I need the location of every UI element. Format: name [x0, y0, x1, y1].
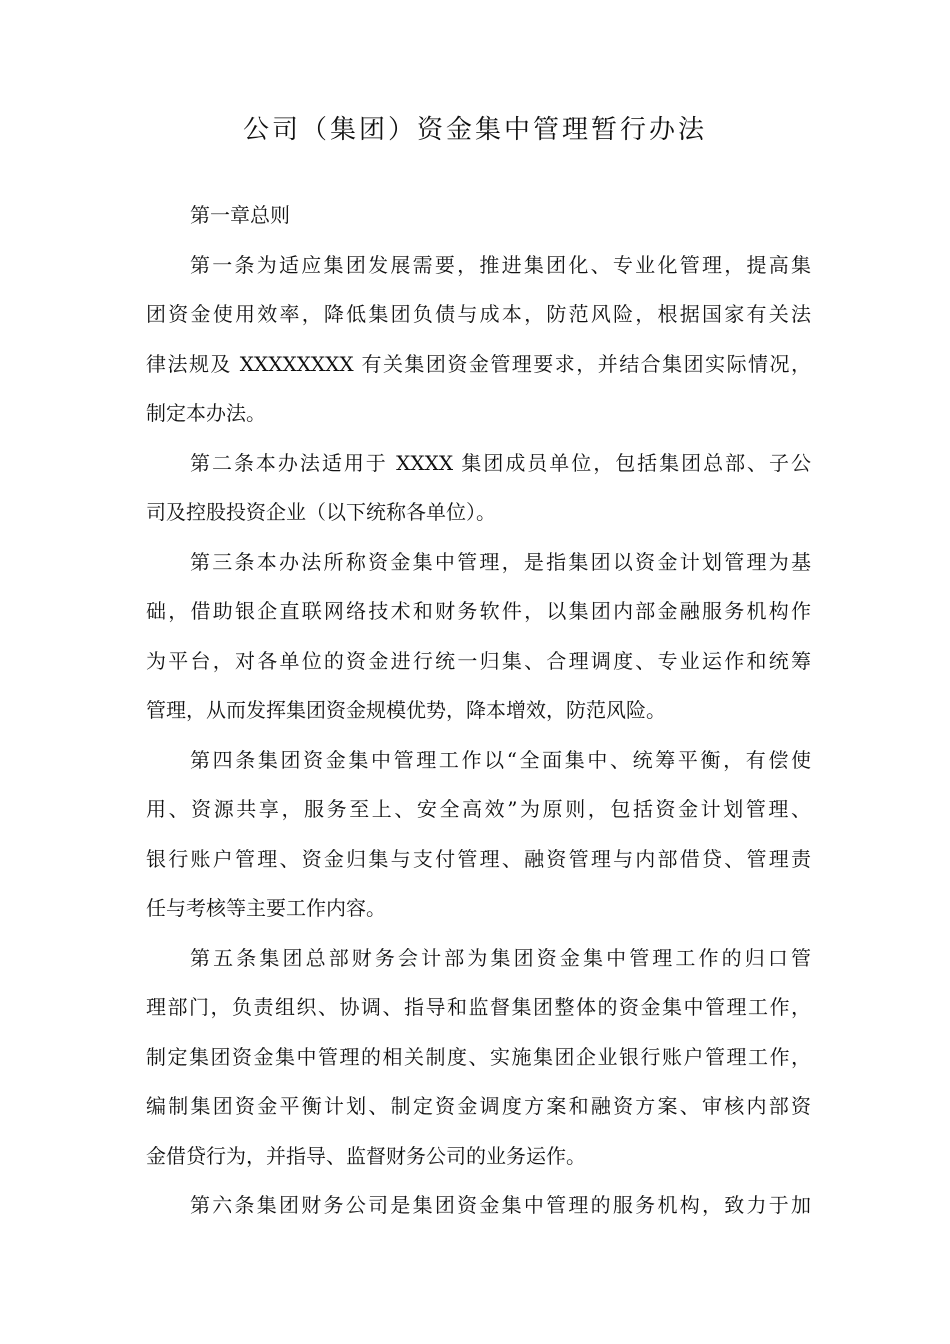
paragraph-line: 制定集团资金集中管理的相关制度、实施集团企业银行账户管理工作，	[146, 1044, 811, 1069]
paragraph-line: 第一条为适应集团发展需要，推进集团化、专业化管理，提高集	[190, 252, 811, 277]
paragraph-line: 第三条本办法所称资金集中管理，是指集团以资金计划管理为基	[190, 549, 811, 574]
paragraph-line: 用、资源共享，服务至上、安全高效”为原则，包括资金计划管理、	[146, 797, 811, 821]
paragraph-line: 第二条本办法适用于 XXXX 集团成员单位，包括集团总部、子公	[190, 450, 811, 475]
article-4-paragraph	[146, 736, 811, 934]
paragraph-line: 编制集团资金平衡计划、制定资金调度方案和融资方案、审核内部资	[146, 1094, 811, 1118]
paragraph-line: 司及控股投资企业（以下统称各单位）。	[146, 500, 496, 524]
article-6-paragraph	[146, 1181, 811, 1231]
paragraph-line: 第一章总则	[190, 203, 290, 227]
paragraph-line: 为平台，对各单位的资金进行统一归集、合理调度、专业运作和统筹	[146, 648, 811, 673]
paragraph-line: 银行账户管理、资金归集与支付管理、融资管理与内部借贷、管理责	[146, 846, 811, 871]
paragraph-line: 金借贷行为，并指导、监督财务公司的业务运作。	[146, 1143, 586, 1168]
paragraph-line: 础，借助银企直联网络技术和财务软件，以集团内部金融服务机构作	[146, 599, 811, 623]
document-title: 公司（集团）资金集中管理暂行办法	[242, 115, 707, 145]
section-heading-chapter-1	[146, 191, 811, 241]
paragraph-line: 任与考核等主要工作内容。	[146, 896, 386, 920]
article-3-paragraph	[146, 538, 811, 736]
paragraph-line: 第五条集团总部财务会计部为集团资金集中管理工作的归口管	[190, 945, 811, 970]
paragraph-line: 制定本办法。	[146, 401, 266, 425]
article-1-paragraph	[146, 241, 811, 439]
paragraph-line: 律法规及 XXXXXXXX 有关集团资金管理要求，并结合集团实际情况，	[146, 351, 811, 376]
paragraph-line: 理部门，负责组织、协调、指导和监督集团整体的资金集中管理工作，	[146, 995, 811, 1019]
document-body	[146, 191, 811, 1231]
paragraph-line: 第四条集团资金集中管理工作以“全面集中、统筹平衡，有偿使	[190, 747, 811, 772]
paragraph-line: 管理，从而发挥集团资金规模优势，降本增效，防范风险。	[146, 698, 666, 722]
article-5-paragraph	[146, 934, 811, 1182]
paragraph-line: 团资金使用效率，降低集团负债与成本，防范风险，根据国家有关法	[146, 302, 811, 326]
paragraph-line: 第六条集团财务公司是集团资金集中管理的服务机构，致力于加	[190, 1193, 811, 1217]
article-2-paragraph	[146, 439, 811, 538]
